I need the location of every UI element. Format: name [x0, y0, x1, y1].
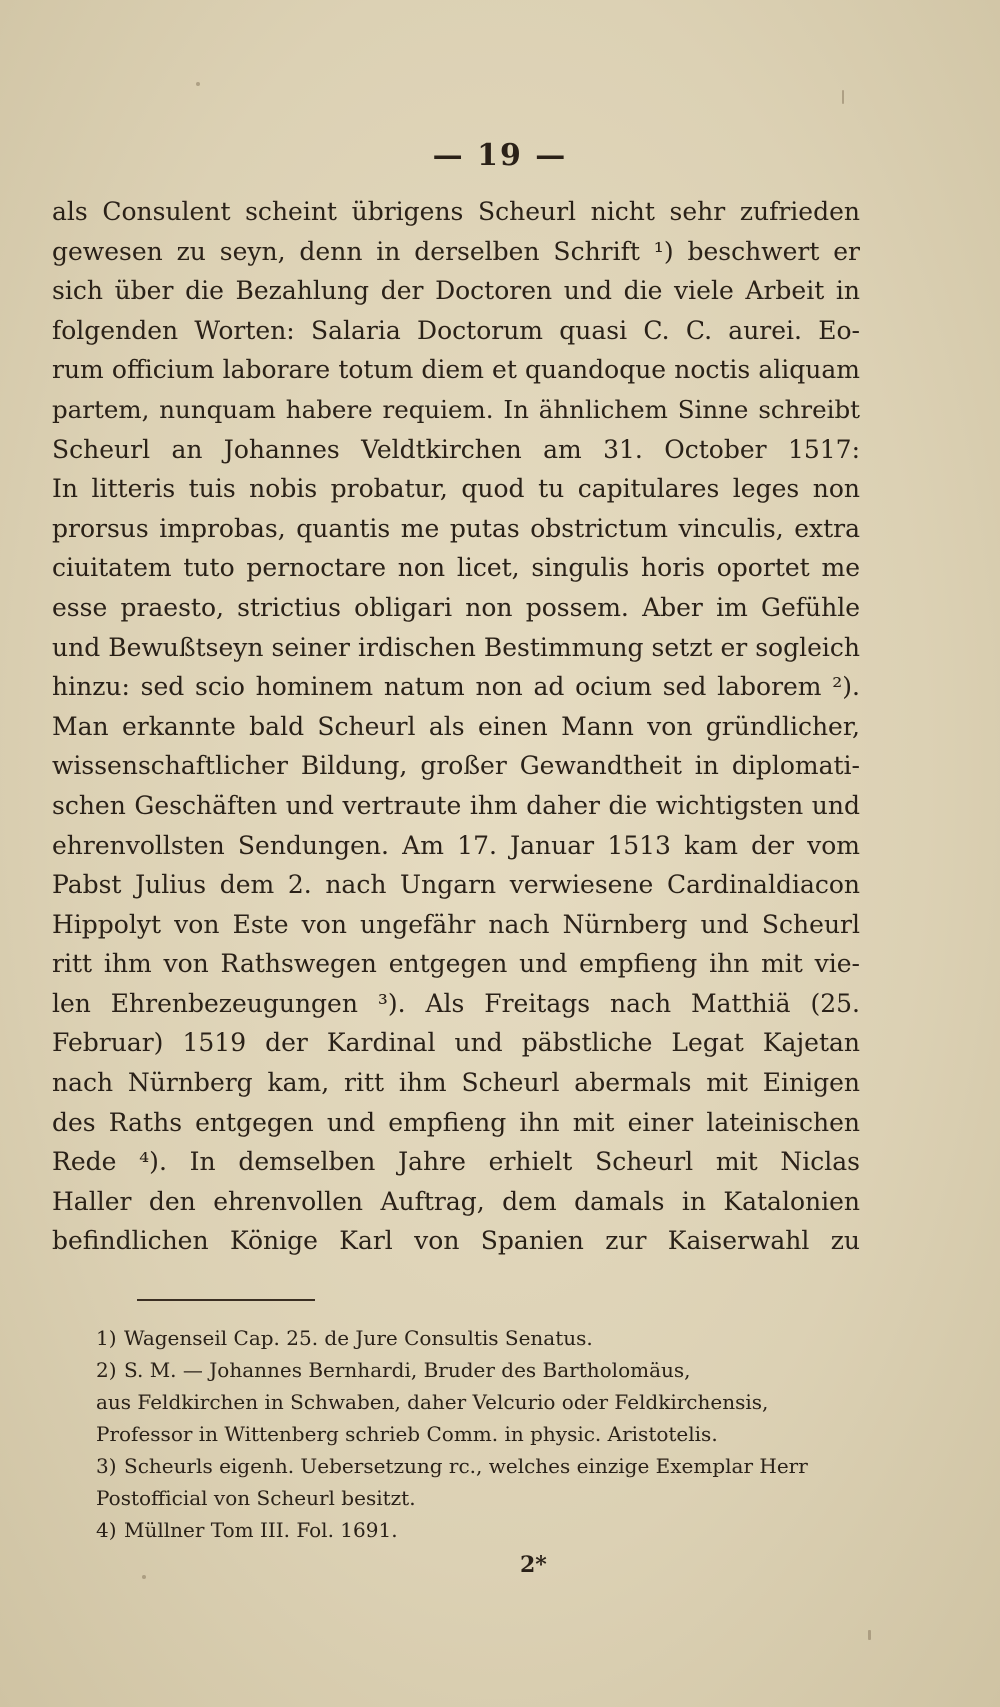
body-line: schen Geschäften und vertraute ihm daher die wichtigsten und	[52, 790, 860, 820]
body-line: Scheurl an Johannes Veldtkirchen am 31. October 1517:	[52, 434, 860, 464]
paper-speck	[842, 90, 844, 104]
body-line: len Ehrenbezeugungen ³). Als Freitags nach Matthiä (25.	[52, 988, 860, 1018]
footnote-separator	[137, 1299, 315, 1301]
paper-speck	[196, 82, 200, 86]
paper-speck	[868, 1630, 871, 1640]
signature-mark: 2*	[520, 1552, 547, 1578]
footnote-text: Scheurls eigenh. Uebersetzung rc., welches einzige Exemplar Herr	[124, 1454, 808, 1478]
footnote-4	[96, 1514, 856, 1546]
body-line: sich über die Bezahlung der Doctoren und die viele Arbeit in	[52, 276, 860, 306]
paper-speck	[142, 1575, 146, 1579]
body-text	[52, 192, 860, 1261]
footnote-continuation: Postofficial von Scheurl besitzt.	[96, 1486, 416, 1510]
body-line: ehrenvollsten Sendungen. Am 17. Januar 1513 kam der vom	[52, 830, 860, 860]
footnote-3	[96, 1450, 856, 1482]
footnote-number: 2)	[96, 1358, 117, 1382]
body-line: Februar) 1519 der Kardinal und päbstliche Legat Kajetan	[52, 1028, 860, 1058]
body-line: folgenden Worten: Salaria Doctorum quasi C. C. aurei. Eo-	[52, 315, 860, 345]
body-line: gewesen zu seyn, denn in derselben Schrift ¹) beschwert er	[52, 236, 860, 266]
body-line: des Raths entgegen und empfieng ihn mit einer lateinischen	[52, 1107, 860, 1137]
footnotes	[96, 1322, 856, 1546]
footnote-1	[96, 1322, 856, 1354]
body-line: befindlichen Könige Karl von Spanien zur Kaiserwahl zu	[52, 1226, 860, 1256]
page-number-header: — 19 —	[432, 138, 568, 173]
footnote-text: Wagenseil Cap. 25. de Jure Consultis Senatus.	[124, 1326, 593, 1350]
body-line: als Consulent scheint übrigens Scheurl nicht sehr zufrieden	[52, 197, 860, 226]
footnote-number: 1)	[96, 1326, 117, 1350]
body-line: Pabst Julius dem 2. nach Ungarn verwiesene Cardinaldiacon	[52, 870, 860, 900]
body-line: ciuitatem tuto pernoctare non licet, singulis horis oportet me	[52, 553, 860, 583]
body-line: Haller den ehrenvollen Auftrag, dem damals in Katalonien	[52, 1186, 860, 1216]
body-line: esse praesto, strictius obligari non possem. Aber im Gefühle	[52, 592, 860, 622]
body-line: Hippolyt von Este von ungefähr nach Nürnberg und Scheurl	[52, 909, 860, 939]
body-line: In litteris tuis nobis probatur, quod tu capitulares leges non	[52, 474, 860, 504]
body-line: ritt ihm von Rathswegen entgegen und empfieng ihn mit vie-	[52, 949, 860, 979]
body-line: Rede ⁴). In demselben Jahre erhielt Scheurl mit Niclas	[52, 1147, 860, 1177]
footnote-continuation: aus Feldkirchen in Schwaben, daher Velcurio oder Feldkirchensis,	[96, 1390, 769, 1414]
body-line: und Bewußtseyn seiner irdischen Bestimmung setzt er sogleich	[52, 632, 860, 662]
body-line: Man erkannte bald Scheurl als einen Mann von gründlicher,	[52, 711, 860, 741]
body-line: rum officium laborare totum diem et quandoque noctis aliquam	[52, 355, 860, 385]
footnote-continuation: Professor in Wittenberg schrieb Comm. in physic. Aristotelis.	[96, 1422, 718, 1446]
body-line: prorsus improbas, quantis me putas obstrictum vinculis, extra	[52, 513, 860, 543]
body-line: nach Nürnberg kam, ritt ihm Scheurl abermals mit Einigen	[52, 1068, 860, 1098]
body-line: wissenschaftlicher Bildung, großer Gewandtheit in diplomati-	[52, 751, 860, 781]
body-line: partem, nunquam habere requiem. In ähnlichem Sinne schreibt	[52, 394, 860, 424]
body-line: hinzu: sed scio hominem natum non ad ocium sed laborem ²).	[52, 672, 860, 702]
footnote-text: Müllner Tom III. Fol. 1691.	[124, 1518, 398, 1542]
footnote-number: 3)	[96, 1454, 117, 1478]
footnote-number: 4)	[96, 1518, 117, 1542]
footnote-2	[96, 1354, 856, 1386]
footnote-text: S. M. — Johannes Bernhardi, Bruder des Bartholomäus,	[124, 1358, 691, 1382]
